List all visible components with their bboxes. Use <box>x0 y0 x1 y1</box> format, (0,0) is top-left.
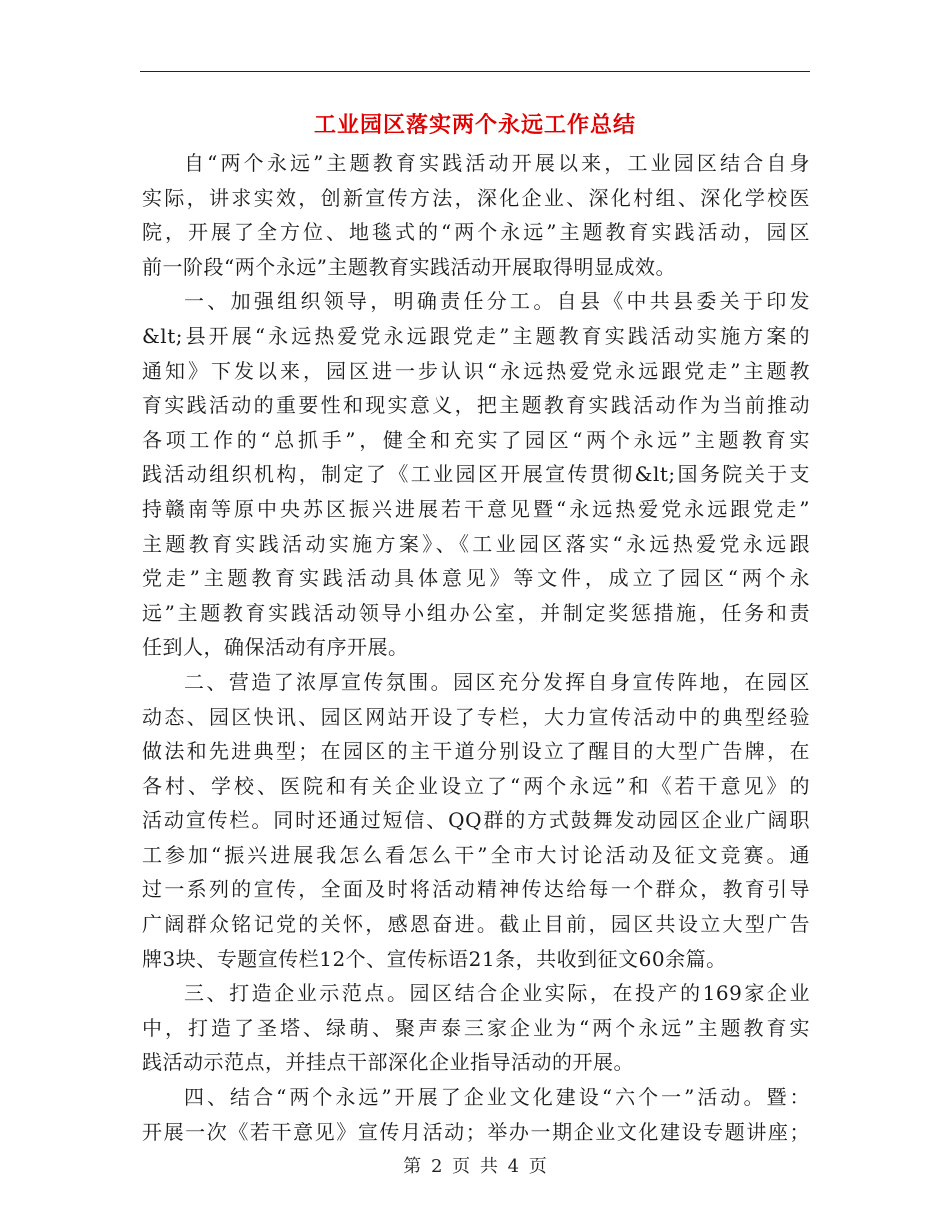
text-line: 一、加强组织领导，明确责任分工。自县《中共县委关于印发 <box>184 289 810 314</box>
text-line: 三、打造企业示范点。园区结合企业实际，在投产的169家企业 <box>184 981 810 1006</box>
text-line: 实际，讲求实效，创新宣传方法，深化企业、深化村组、深化学校医 <box>142 185 810 210</box>
text-line: 各村、学校、医院和有关企业设立了“两个永远”和《若干意见》的 <box>142 773 810 798</box>
text-line: 任到人，确保活动有序开展。 <box>142 635 409 660</box>
text-line: 各项工作的“总抓手”，健全和充实了园区“两个永远”主题教育实 <box>142 427 810 452</box>
text-line: 党走”主题教育实践活动具体意见》等文件，成立了园区“两个永 <box>142 566 810 591</box>
paragraph <box>142 976 810 1080</box>
text-line: 开展一次《若干意见》宣传月活动；举办一期企业文化建设专题讲座； <box>142 1119 810 1144</box>
text-line: 远”主题教育实践活动领导小组办公室，并制定奖惩措施，任务和责 <box>142 600 810 625</box>
paragraph <box>142 665 810 976</box>
paragraph <box>142 146 810 284</box>
page-footer: 第 2 页 共 4 页 <box>403 1156 547 1177</box>
document-title: 工业园区落实两个永远工作总结 <box>313 113 636 138</box>
text-line: 前一阶段“两个永远”主题教育实践活动开展取得明显成效。 <box>142 254 676 279</box>
paragraph <box>142 1080 810 1149</box>
text-line: 通知》下发以来，园区进一步认识“永远热爱党永远跟党走”主题教 <box>142 358 810 383</box>
text-line: 四、结合“两个永远”开展了企业文化建设“六个一”活动。暨： <box>184 1085 810 1110</box>
document-body <box>142 146 810 1149</box>
text-line: 过一系列的宣传，全面及时将活动精神传达给每一个群众，教育引导 <box>142 877 810 902</box>
text-line: 院，开展了全方位、地毯式的“两个永远”主题教育实践活动，园区 <box>142 220 810 245</box>
text-line: 育实践活动的重要性和现实意义，把主题教育实践活动作为当前推动 <box>142 393 810 418</box>
text-line: 中，打造了圣塔、绿萌、聚声泰三家企业为“两个永远”主题教育实 <box>142 1015 810 1040</box>
text-line: 二、营造了浓厚宣传氛围。园区充分发挥自身宣传阵地，在园区 <box>184 669 810 694</box>
text-line: 践活动示范点，并挂点干部深化企业指导活动的开展。 <box>142 1050 634 1075</box>
paragraph <box>142 284 810 665</box>
text-line: 做法和先进典型；在园区的主干道分别设立了醒目的大型广告牌，在 <box>142 739 810 764</box>
text-line: 牌3块、专题宣传栏12个、宣传标语21条，共收到征文60余篇。 <box>142 946 727 971</box>
text-line: 动态、园区快讯、园区网站开设了专栏，大力宣传活动中的典型经验 <box>142 704 810 729</box>
text-line: 广阔群众铭记党的关怀，感恩奋进。截止目前，园区共设立大型广告 <box>142 912 810 937</box>
text-line: 践活动组织机构，制定了《工业园区开展宣传贯彻&lt;国务院关于支 <box>142 462 810 487</box>
text-line: 工参加“振兴进展我怎么看怎么干”全市大讨论活动及征文竞赛。通 <box>142 842 810 867</box>
header-rule <box>140 71 810 72</box>
text-line: 活动宣传栏。同时还通过短信、QQ群的方式鼓舞发动园区企业广阔职 <box>142 808 810 833</box>
text-line: &lt;县开展“永远热爱党永远跟党走”主题教育实践活动实施方案的 <box>142 323 810 348</box>
text-line: 主题教育实践活动实施方案》、《工业园区落实“永远热爱党永远跟 <box>142 531 810 556</box>
text-line: 自“两个永远”主题教育实践活动开展以来，工业园区结合自身 <box>184 151 810 175</box>
text-line: 持赣南等原中央苏区振兴进展若干意见暨“永远热爱党永远跟党走” <box>142 496 810 521</box>
